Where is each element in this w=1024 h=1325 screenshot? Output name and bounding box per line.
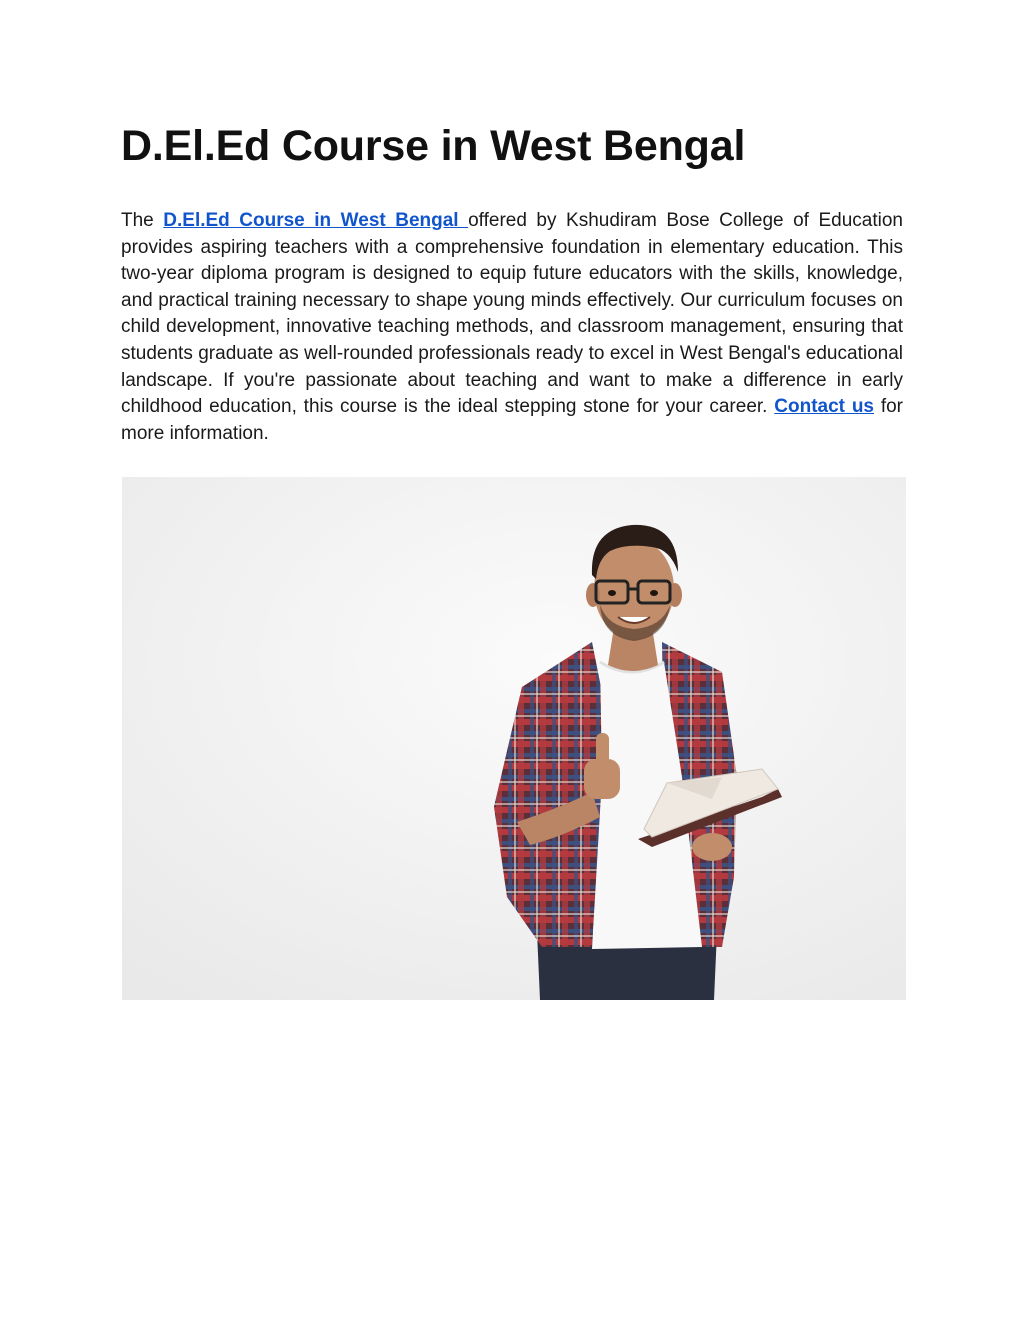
intro-paragraph bbox=[121, 208, 903, 447]
page-title: D.El.Ed Course in West Bengal bbox=[121, 122, 746, 170]
paragraph-body-text: offered by Kshudiram Bose College of Education provides aspiring teachers with a comprehensive foundation in elementary education. This two-year diploma program is designed to equip future educators with the skills, knowledge, and practical training necessary to shape young minds effectively. Our curriculum focuses on child development, innovative teaching methods, and classroom management, ensuring that students graduate as well-rounded professionals ready to excel in West Bengal's educational landscape. If you're passionate about teaching and want to make a difference in early childhood education, this course is the ideal stepping stone for your career. bbox=[121, 210, 903, 418]
deled-course-link[interactable]: D.El.Ed Course in West Bengal bbox=[163, 210, 469, 231]
paragraph-outro-text: for more information. bbox=[121, 396, 903, 444]
student-photo bbox=[122, 477, 906, 1000]
paragraph-intro-text: The bbox=[121, 210, 164, 231]
student-holding-book-illustration bbox=[122, 477, 906, 1000]
contact-us-link[interactable]: Contact us bbox=[774, 396, 874, 418]
